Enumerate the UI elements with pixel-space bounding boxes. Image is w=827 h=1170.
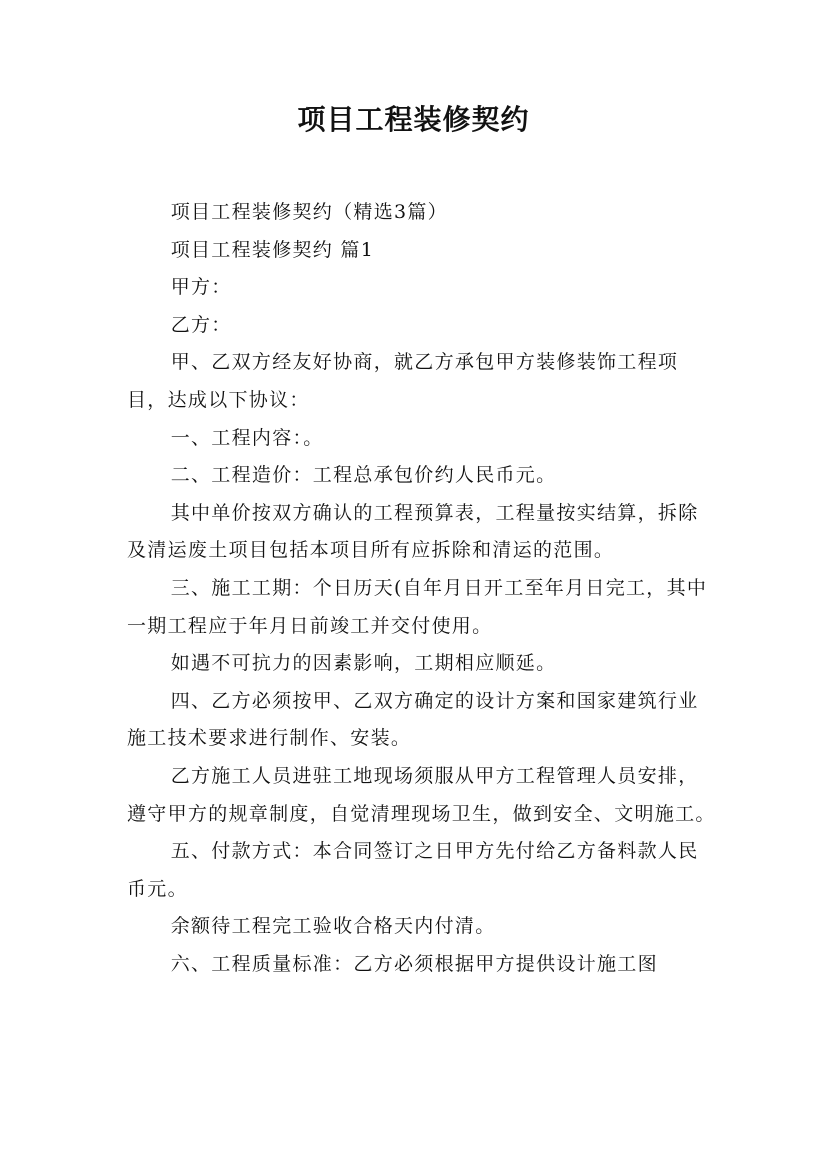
paragraph-clause-2-detail: 其中单价按双方确认的工程预算表，工程量按实结算，拆除及清运废土项目包括本项目所有应拆除和清运的范围。 bbox=[127, 501, 699, 562]
paragraph-clause-5-detail: 余额待工程完工验收合格天内付清。 bbox=[170, 915, 496, 938]
paragraph-clause-6: 六、工程质量标准：乙方必须根据甲方提供设计施工图 bbox=[170, 952, 658, 975]
paragraph-agreement-intro: 甲、乙双方经友好协商，就乙方承包甲方装修装饰工程项目，达成以下协议： bbox=[127, 351, 679, 411]
paragraph-clause-2: 二、工程造价：工程总承包价约人民币元。 bbox=[170, 464, 557, 487]
document-title: 项目工程装修契约 bbox=[297, 103, 530, 136]
paragraph-party-b: 乙方： bbox=[170, 313, 232, 336]
paragraph-clause-4: 四、乙方必须按甲、乙双方确定的设计方案和国家建筑行业施工技术要求进行制作、安装。 bbox=[127, 689, 699, 750]
paragraph-clause-1: 一、工程内容：。 bbox=[170, 426, 324, 449]
paragraph-heading: 项目工程装修契约（精选3篇） bbox=[170, 201, 448, 223]
paragraph-clause-4-detail: 乙方施工人员进驻工地现场须服从甲方工程管理人员安排，遵守甲方的规章制度，自觉清理现场卫生，做到安全、文明施工。 bbox=[127, 764, 716, 825]
paragraph-section-title: 项目工程装修契约 篇1 bbox=[170, 238, 375, 261]
paragraph-party-a: 甲方： bbox=[170, 276, 232, 299]
paragraph-clause-5: 五、付款方式：本合同签订之日甲方先付给乙方备料款人民币元。 bbox=[127, 840, 699, 900]
paragraph-clause-3-detail: 如遇不可抗力的因素影响，工期相应顺延。 bbox=[170, 652, 557, 675]
document-body bbox=[127, 194, 717, 983]
paragraph-clause-3: 三、施工工期：个日历天(自年月日开工至年月日完工，其中一期工程应于年月日前竣工并交付使用。 bbox=[127, 576, 708, 637]
